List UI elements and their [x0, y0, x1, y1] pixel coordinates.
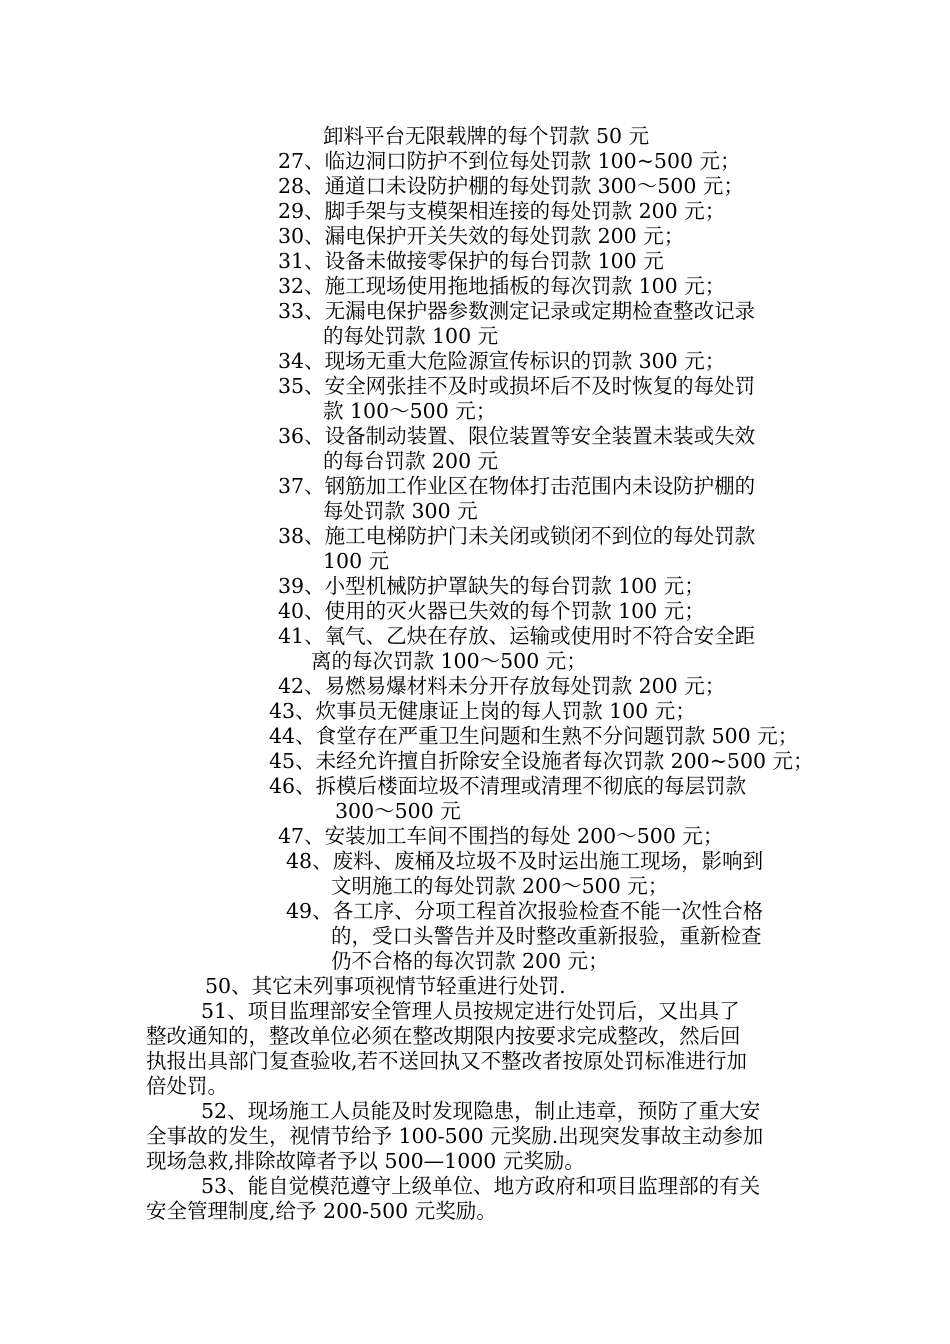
text-line: 现场急救,排除故障者予以 500—1000 元奖励。	[146, 1149, 585, 1173]
text-line: 每处罚款 300 元	[323, 499, 478, 523]
text-line: 整改通知的，整改单位必须在整改期限内按要求完成整改，然后回	[146, 1024, 741, 1048]
text-line: 36、设备制动装置、限位装置等安全装置未装或失效	[278, 424, 756, 448]
text-line: 仍不合格的每次罚款 200 元；	[331, 949, 609, 973]
text-line: 100 元	[323, 549, 390, 573]
text-line: 51、项目监理部安全管理人员按规定进行处罚后，又出具了	[201, 999, 740, 1023]
text-line: 39、小型机械防护罩缺失的每台罚款 100 元；	[278, 574, 705, 598]
text-line: 46、拆模后楼面垃圾不清理或清理不彻底的每层罚款	[269, 774, 747, 798]
text-line: 卸料平台无限载牌的每个罚款 50 元	[323, 124, 650, 148]
text-line: 29、脚手架与支模架相连接的每处罚款 200 元；	[278, 199, 726, 223]
text-line: 文明施工的每处罚款 200～500 元；	[331, 874, 669, 898]
text-line: 41、氧气、乙炔在存放、运输或使用时不符合安全距	[278, 624, 756, 648]
text-line: 33、无漏电保护器参数测定记录或定期检查整改记录	[278, 299, 756, 323]
text-line: 28、通道口未设防护棚的每处罚款 300～500 元；	[278, 174, 744, 198]
text-line: 300～500 元	[335, 799, 461, 823]
text-line: 53、能自觉模范遵守上级单位、地方政府和项目监理部的有关	[201, 1174, 761, 1198]
text-line: 50、其它未列事项视情节轻重进行处罚.	[205, 974, 566, 998]
text-line: 31、设备未做接零保护的每台罚款 100 元	[278, 249, 664, 273]
text-line: 52、现场施工人员能及时发现隐患，制止违章，预防了重大安	[201, 1099, 761, 1123]
text-line: 倍处罚。	[146, 1074, 228, 1098]
text-line: 30、漏电保护开关失效的每处罚款 200 元；	[278, 224, 685, 248]
text-line: 全事故的发生，视情节给予 100-500 元奖励.出现突发事故主动参加	[146, 1124, 764, 1148]
text-line: 的每台罚款 200 元	[323, 449, 499, 473]
text-line: 32、施工现场使用拖地插板的每次罚款 100 元；	[278, 274, 726, 298]
text-line: 35、安全网张挂不及时或损坏后不及时恢复的每处罚	[278, 374, 756, 398]
text-line: 的每处罚款 100 元	[323, 324, 499, 348]
text-line: 款 100～500 元；	[323, 399, 497, 423]
text-line: 27、临边洞口防护不到位每处罚款 100~500 元；	[278, 149, 741, 173]
text-line: 48、废料、废桶及垃圾不及时运出施工现场，影响到	[286, 849, 764, 873]
text-line: 的，受口头警告并及时整改重新报验，重新检查	[331, 924, 762, 948]
text-line: 37、钢筋加工作业区在物体打击范围内未设防护棚的	[278, 474, 756, 498]
text-line: 40、使用的灭火器已失效的每个罚款 100 元；	[278, 599, 705, 623]
text-line: 43、炊事员无健康证上岗的每人罚款 100 元；	[269, 699, 696, 723]
text-line: 49、各工序、分项工程首次报验检查不能一次性合格	[286, 899, 764, 923]
text-line: 44、食堂存在严重卫生问题和生熟不分问题罚款 500 元；	[269, 724, 799, 748]
text-line: 42、易燃易爆材料未分开存放每处罚款 200 元；	[278, 674, 726, 698]
text-line: 离的每次罚款 100～500 元；	[311, 649, 587, 673]
text-line: 安全管理制度,给予 200-500 元奖励。	[146, 1199, 497, 1223]
text-line: 38、施工电梯防护门未关闭或锁闭不到位的每处罚款	[278, 524, 756, 548]
text-line: 45、未经允许擅自折除安全设施者每次罚款 200~500 元；	[269, 749, 814, 773]
text-line: 执报出具部门复查验收,若不送回执又不整改者按原处罚标准进行加	[146, 1049, 748, 1073]
text-line: 47、安装加工车间不围挡的每处 200～500 元；	[278, 824, 724, 848]
text-line: 34、现场无重大危险源宣传标识的罚款 300 元；	[278, 349, 726, 373]
